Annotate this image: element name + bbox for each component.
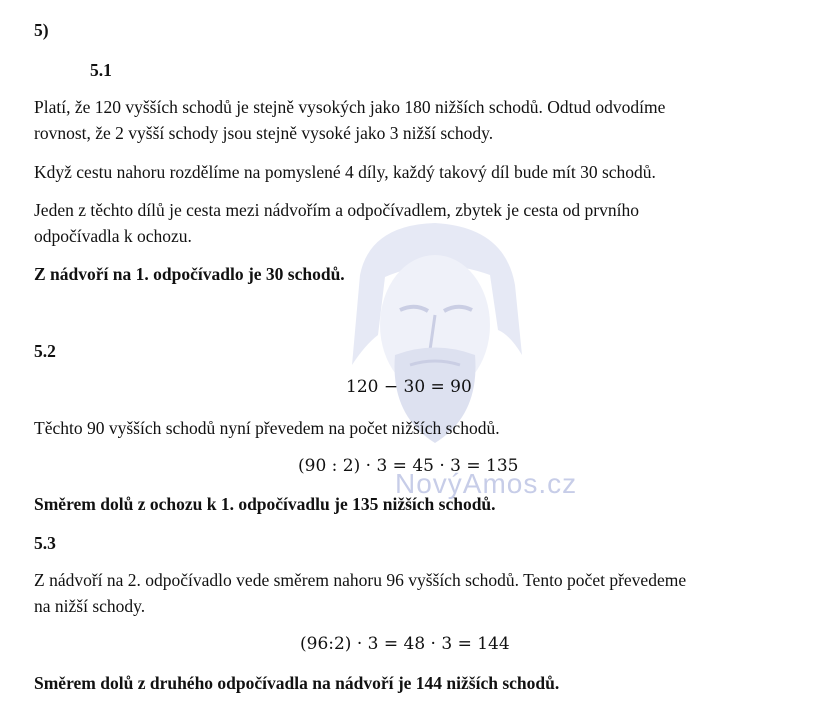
section-number: 5) — [34, 20, 49, 40]
watermark-text: NovýAmos.cz — [395, 468, 578, 499]
paragraph-line: rovnost, že 2 vyšší schody jsou stejně vysoké jako 3 nižší schody. — [34, 123, 494, 143]
paragraph-line: Když cestu nahoru rozdělíme na pomyslené 4 díly, každý takový díl bude mít 30 schodů. — [34, 162, 656, 182]
paragraph-line: Z nádvoří na 2. odpočívadlo vede směrem nahoru 96 vyšších schodů. Tento počet převedeme — [34, 570, 687, 590]
answer-5-1: Z nádvoří na 1. odpočívadlo je 30 schodů. — [34, 264, 345, 284]
paragraph-line: Těchto 90 vyšších schodů nyní převedem na počet nižších schodů. — [34, 418, 500, 438]
paragraph-line: Platí, že 120 vyšších schodů je stejně vysokých jako 180 nižších schodů. Odtud odvodíme — [34, 97, 666, 117]
equation: 120 − 30 = 90 — [346, 377, 472, 397]
subsection-heading-5-3: 5.3 — [34, 533, 56, 553]
equation: (90 : 2) · 3 = 45 · 3 = 135 — [298, 456, 519, 476]
answer-5-2: Směrem dolů z ochozu k 1. odpočívadlu je 135 nižších schodů. — [34, 494, 496, 514]
paragraph-line: Jeden z těchto dílů je cesta mezi nádvořím a odpočívadlem, zbytek je cesta od prvního — [34, 200, 639, 220]
answer-5-3: Směrem dolů z druhého odpočívadla na nádvoří je 144 nižších schodů. — [34, 673, 560, 693]
subsection-heading-5-2: 5.2 — [34, 341, 56, 361]
paragraph-line: odpočívadla k ochozu. — [34, 226, 192, 246]
paragraph-line: na nižší schody. — [34, 596, 146, 616]
equation: (96:2) · 3 = 48 · 3 = 144 — [300, 634, 510, 654]
subsection-heading-5-1: 5.1 — [90, 60, 112, 80]
comenius-portrait-watermark — [340, 215, 530, 445]
